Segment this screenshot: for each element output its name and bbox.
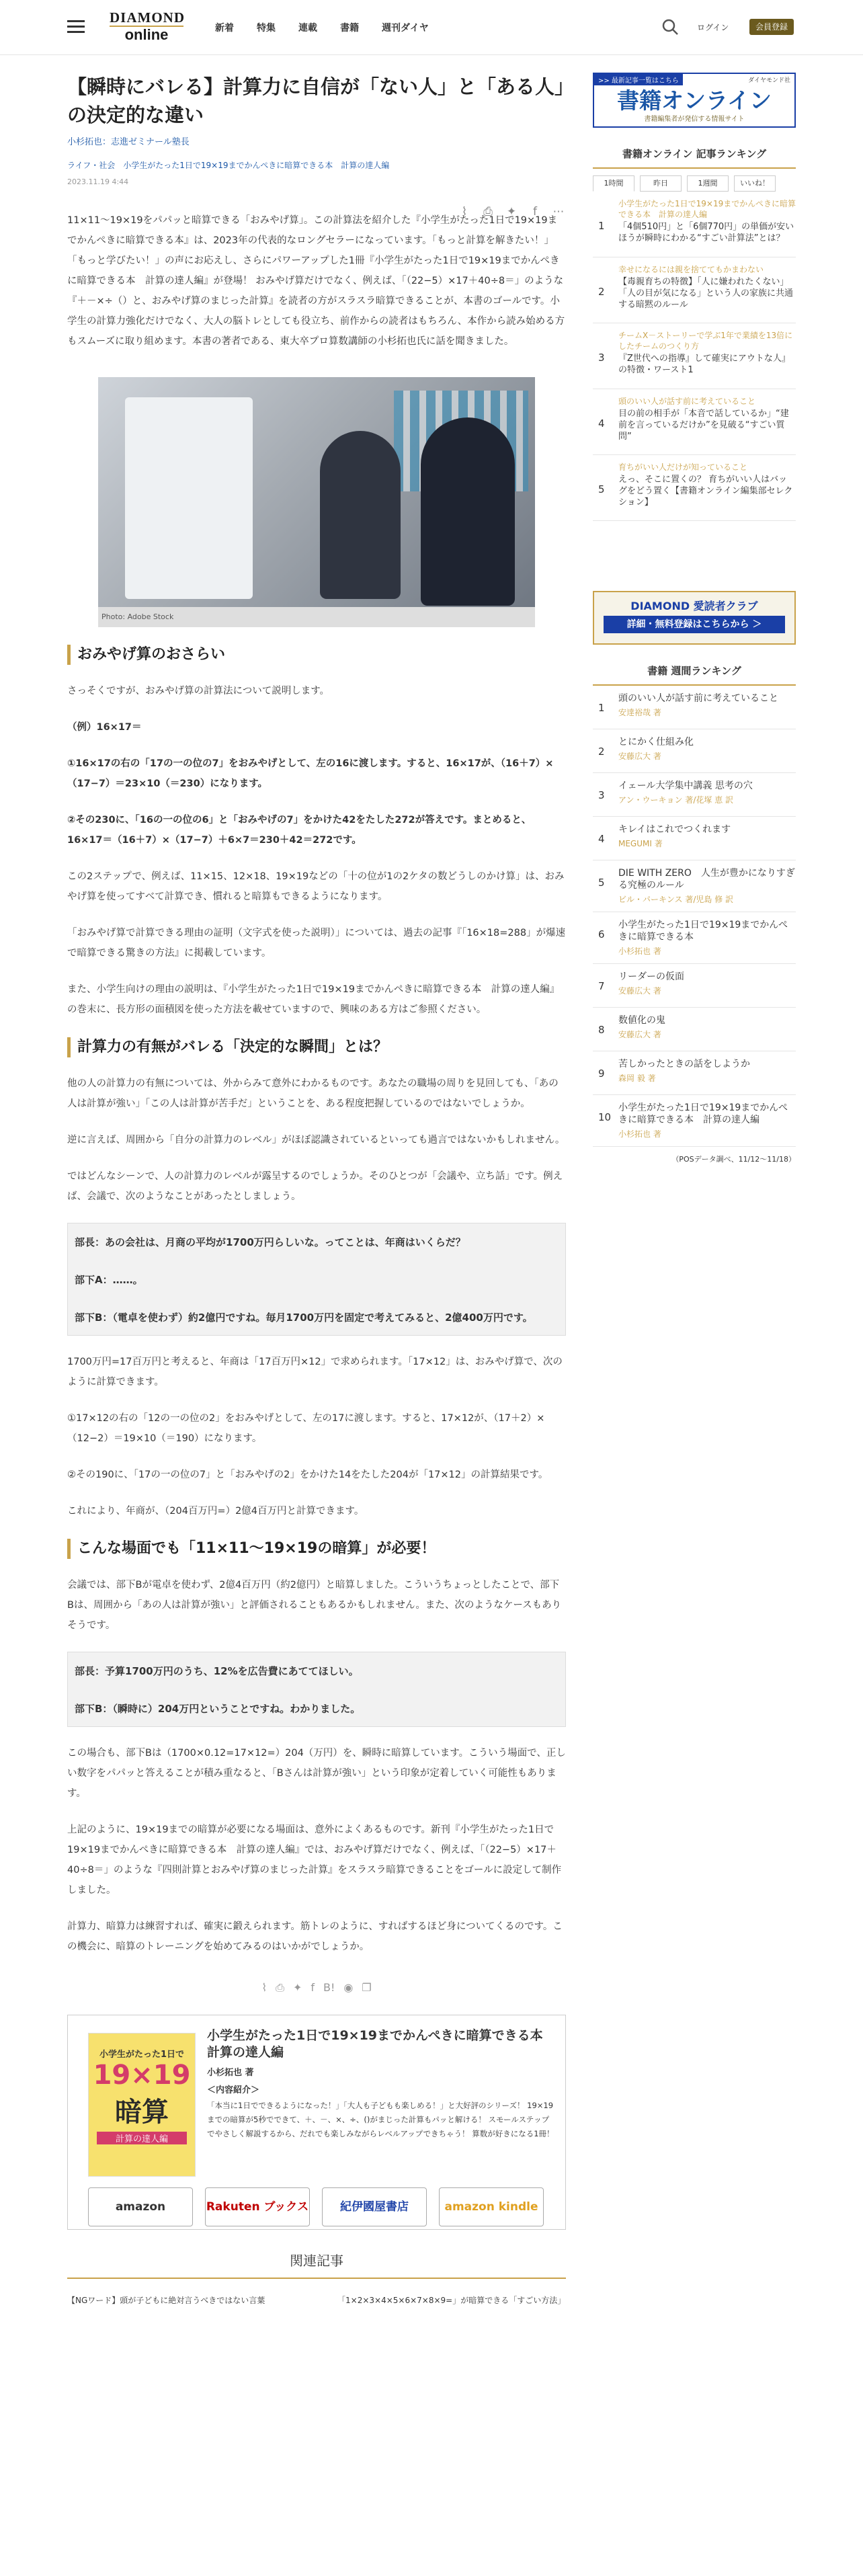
weekly-author: 安藤広大 著 (618, 752, 661, 761)
tab-week[interactable]: 1週間 (687, 175, 729, 192)
book-description: 「本当に1日でできるようになった！」「大人も子どもも楽しめる！」と大好評のシリーズ！ 19×19までの暗算が5秒でできて、＋、－、×、÷、()がまじった計算もパッと解ける！ スモールステップでやさしく解説するから、だれでも楽しみながらレベルアップできちゃう！ 算数が好きになる1冊！ (207, 2101, 554, 2138)
weekly-author: ビル・パーキンス 著/児島 修 訳 (618, 895, 734, 904)
lead-paragraph: 11×11～19×19をパパッと暗算できる「おみやげ算」。この計算法を紹介した『小学生がたった1日で19×19までかんぺきに暗算できる本』は、2023年の代表的なロングセラーになっています。「もっと計算を解きたい！」「もっと学びたい！」の声にお応えし、さらにパワーアップした1冊『小学生がたった1日で19×19までかんぺきに暗算できる本 計算の達人編』が登場！ おみやげ算だけでなく、例えば、「（22−5）×17＋40÷8＝」のような『＋－×÷（）と、おみやげ算のまじった計算』を読者の方がスラスラ暗算できることが、本書のゴールです。小学生の計算力強化だけでなく、大人の脳トレとしても役立ち、前作からの読者はもちろん、本作から読み始める方もスムーズに取り組めます。本書の著者である、東大卒プロ算数講師の小杉拓也氏に話を聞きました。 (67, 215, 565, 347)
book-cover[interactable] (88, 2033, 196, 2177)
dialogue-line: 部下A：……。 (75, 1274, 143, 1286)
weekly-item[interactable] (593, 1095, 796, 1147)
weekly-title: とにかく仕組み化 (618, 737, 694, 748)
clip-icon[interactable]: ⌇ (261, 1981, 268, 1994)
twitter-icon[interactable]: ✦ (506, 205, 517, 218)
weekly-item[interactable] (593, 729, 796, 773)
menu-icon[interactable] (67, 20, 85, 34)
ranking-item[interactable] (593, 455, 796, 521)
rank-number: 5 (598, 483, 605, 495)
nav-feature[interactable]: 特集 (257, 23, 276, 34)
logo-bottom: online (124, 26, 169, 43)
weekly-item[interactable] (593, 1008, 796, 1051)
search-icon[interactable] (661, 17, 680, 36)
weekly-title: 数値化の鬼 (618, 1015, 665, 1026)
dialogue-line: 部長：あの会社は、月商の平均が1700万円らしいな。ってことは、年商はいくらだ？ (75, 1236, 466, 1248)
section-heading-c: こんな場面でも「11×11～19×19の暗算」が必要！ (67, 1539, 566, 1559)
banner-title: 書籍オンライン (616, 87, 772, 114)
article-photo (98, 377, 535, 627)
book-intro-label: ＜内容紹介＞ (207, 2085, 260, 2095)
weekly-number: 6 (598, 928, 605, 940)
paragraph: 1700万円=17百万円と考えると、年商は「17百万円×12」で求められます。「17×12」は、おみやげ算で、次のように計算できます。 (67, 1357, 563, 1387)
banner-sub: 書籍編集者が発信する情報サイト (644, 116, 745, 123)
weekly-item[interactable] (593, 912, 796, 964)
main-nav (215, 21, 429, 34)
rank-number: 4 (598, 417, 605, 430)
paragraph: また、小学生向けの理由の説明は、『小学生がたった1日で19×19までかんぺきに暗算できる本 計算の達人編』の巻末に、長方形の面積図を使った方法を載せていますので、興味のある方はご参照ください。 (67, 984, 560, 1015)
pos-note: （POSデータ調べ、11/12～11/18） (671, 1155, 796, 1164)
paragraph: ②その190に、「17の一の位の7」と「おみやげの2」をかけた14をたした204が「17×12」の計算結果です。 (67, 1470, 548, 1480)
ranking-item[interactable] (593, 389, 796, 455)
weekly-item[interactable] (593, 817, 796, 860)
facebook-icon[interactable]: f (533, 205, 537, 218)
cover-big: 19×19 (93, 2060, 191, 2091)
nav-new[interactable]: 新着 (215, 23, 234, 34)
dialogue-line: 部下B：（電卓を使わず）約2億円ですね。毎月1700万円を固定で考えてみると、2億400万円です。 (75, 1312, 533, 1324)
rank-series: 頭のいい人が話す前に考えていること (618, 397, 756, 406)
weekly-item[interactable] (593, 860, 796, 912)
cover-top: 小学生がたった1日で (99, 2050, 185, 2060)
book-title[interactable]: 小学生がたった1日で19×19までかんぺきに暗算できる本 計算の達人編 (207, 2028, 556, 2060)
related-list (67, 2295, 566, 2315)
dialogue-line: 部下B：（瞬時に）204万円ということですね。わかりました。 (75, 1703, 361, 1715)
clip-icon[interactable]: ⌇ (461, 205, 468, 218)
facebook-icon[interactable]: f (311, 1981, 315, 1994)
share-bar (67, 1981, 566, 1995)
weekly-list (593, 686, 796, 1147)
section-heading-b: 計算力の有無がバレる「決定的な瞬間」とは？ (67, 1037, 566, 1057)
weekly-author: 小杉拓也 著 (618, 1129, 661, 1139)
section-heading-a: おみやげ算のおさらい (67, 645, 566, 665)
site-logo[interactable] (110, 9, 183, 43)
publish-date: 2023.11.19 4:44 (67, 177, 129, 186)
rank-series: 幸せになるには親を捨ててもかまわない (618, 265, 764, 274)
paragraph: ①17×12の右の「12の一の位の2」をおみやげとして、左の17に渡します。すると、17×12が、（17＋2）×（12−2）＝19×10（＝190）になります。 (67, 1413, 545, 1444)
paragraph: さっそくですが、おみやげ算の計算法について説明します。 (67, 686, 330, 696)
ranking-heading: 書籍オンライン 記事ランキング (593, 147, 796, 169)
books-online-banner[interactable] (593, 73, 796, 128)
related-item[interactable]: 「1×2×3×4×5×6×7×8×9=」が暗算できる「すごい方法」 (337, 2296, 566, 2305)
article-title: 【瞬時にバレる】計算力に自信が「ない人」と「ある人」の決定的な違い (67, 75, 565, 126)
club-title: DIAMOND 愛読者クラブ (630, 600, 758, 612)
dialogue-box (67, 1223, 566, 1336)
sidebar (593, 73, 796, 1164)
ranking-item[interactable] (593, 192, 796, 257)
more-icon[interactable]: ⋯ (552, 205, 565, 218)
club-cta: 詳細・無料登録はこちらから ＞ (604, 616, 785, 633)
paragraph: この場合も、部下Bは（1700×0.12=17×12=）204（万円）を、瞬時に暗算しています。こういう場面で、正しい数字をパパッと答えることが積み重なると、「Bさんは計算が強い」という印象が定着していく可能性もあります。 (67, 1748, 566, 1799)
paragraph: 他の人の計算力の有無については、外からみて意外にわかるものです。あなたの職場の周りを見回しても、「あの人は計算が強い」「この人は計算が苦手だ」ということを、ある程度把握しているのではないでしょうか。 (67, 1078, 559, 1109)
rank-series: 小学生がたった1日で19×19までかんぺきに暗算できる本 計算の達人編 (618, 199, 796, 219)
site-header (0, 0, 863, 55)
weekly-author: 安藤広大 著 (618, 986, 661, 996)
weekly-number: 9 (598, 1068, 605, 1080)
weekly-number: 8 (598, 1024, 605, 1036)
tab-yesterday[interactable]: 昨日 (640, 175, 682, 192)
weekly-number: 7 (598, 980, 605, 992)
club-banner[interactable] (593, 591, 796, 645)
twitter-icon[interactable]: ✦ (292, 1981, 302, 1994)
related-item[interactable]: 【NGワード】頭が子どもに絶対言うべきではない言葉 (67, 2296, 265, 2305)
weekly-author: 安藤広大 著 (618, 1030, 661, 1039)
paragraph: 「おみやげ算で計算できる理由の証明（文字式を使った説明）」については、過去の記事『「16×18=288」が爆速で暗算できる驚きの方法』に掲載しています。 (67, 928, 566, 959)
paragraph: 会議では、部下Bが電卓を使わず、2億4百万円（約2億円）と暗算しました。こういうちょっとしたことで、部下Bは、周囲から「あの人は計算が強い」と評価されることもあるかもしれません。また、次のようなケースもありそうです。 (67, 1580, 562, 1631)
logo-top: DIAMOND (110, 9, 185, 26)
weekly-item[interactable] (593, 1051, 796, 1095)
paragraph: （例）16×17＝ (67, 722, 142, 733)
ranking-item[interactable] (593, 323, 796, 389)
paragraph: ②その230に、「16の一の位の6」と「おみやげの7」をかけた42をたした272が答えです。まとめると、16×17＝（16＋7）×（17−7）＋6×7＝230＋42＝272です。 (67, 815, 532, 846)
weekly-author: アン・ウーキョン 著/花塚 恵 訳 (618, 795, 734, 805)
article (67, 73, 566, 2315)
weekly-item[interactable] (593, 686, 796, 729)
paragraph: この2ステップで、例えば、11×15、12×18、19×19などの「十の位が1の2ケタの数どうしのかけ算」は、おみやげ算を使ってすべて計算でき、慣れると暗算もできるようになります。 (67, 871, 565, 902)
weekly-author: 小杉拓也 著 (618, 947, 661, 956)
breadcrumb[interactable]: ライフ・社会 小学生がたった1日で19×19までかんぺきに暗算できる本 計算の達人編 (67, 161, 390, 170)
rank-title: 『Z世代への指導』して確実にアウトな人』の特徴・ワースト1 (618, 354, 790, 375)
tab-hour[interactable]: 1時間 (593, 175, 634, 192)
cover-main: 暗算 (115, 2097, 169, 2128)
weekly-title: 小学生がたった1日で19×19までかんぺきに暗算できる本 (618, 920, 788, 942)
rank-title: 目の前の相手が「本音で話しているか」“建前を言っているだけか”を見破る“すごい質問” (618, 409, 789, 442)
print-icon[interactable]: ⎙ (483, 205, 493, 218)
shop-links (88, 2187, 544, 2226)
line-icon[interactable]: ◉ (343, 1981, 354, 1994)
book-card (67, 2015, 566, 2230)
weekly-title: イェール大学集中講義 思考の穴 (618, 780, 753, 791)
weekly-number: 3 (598, 789, 605, 801)
banner-tag: >> 最新記事一覧はこちら (594, 74, 683, 85)
rank-number: 3 (598, 352, 605, 364)
paragraph: ①16×17の右の「17の一の位の7」をおみやげとして、左の16に渡します。すると、16×17が、（16＋7）×（17−7）＝23×10（＝230）になります。 (67, 758, 554, 789)
weekly-title: リーダーの仮面 (618, 971, 684, 982)
kinokuniya-button[interactable]: 紀伊國屋書店 (322, 2187, 427, 2226)
paragraph: 上記のように、19×19までの暗算が必要になる場面は、意外によくあるものです。新刊『小学生がたった1日で19×19までかんぺきに暗算できる本 計算の達人編』では、おみやげ算だけでなく、例えば、「（22−5）×17＋40÷8＝」のような『四則計算とおみやげ算のまじった計算』をスラスラ暗算できることをゴールに設定して制作しました。 (67, 1824, 562, 1896)
kindle-button[interactable]: amazon kindle (439, 2187, 544, 2226)
weekly-number: 5 (598, 877, 605, 889)
photo-woman (320, 431, 401, 599)
weekly-title: DIE WITH ZERO 人生が豊かになりすぎる究極のルール (618, 868, 795, 891)
photo-credit: Photo: Adobe Stock (98, 607, 535, 627)
rank-number: 2 (598, 286, 605, 298)
related-heading: 関連記事 (67, 2250, 566, 2279)
rakuten-button[interactable]: Rakuten ブックス (205, 2187, 310, 2226)
weekly-author: 安達裕哉 著 (618, 708, 661, 717)
weekly-author: 森岡 毅 著 (618, 1074, 656, 1083)
paragraph: ではどんなシーンで、人の計算力のレベルが露呈するのでしょうか。そのひとつが「会議や、立ち話」です。例えば、会議で、次のようなことがあったとしましょう。 (67, 1171, 563, 1202)
photo-monitor (125, 397, 253, 599)
nav-books[interactable]: 書籍 (340, 23, 359, 34)
weekly-title: 苦しかったときの話をしようか (618, 1059, 750, 1070)
weekly-number: 10 (598, 1111, 612, 1123)
tab-likes[interactable]: いいね！ (734, 175, 776, 192)
weekly-number: 2 (598, 746, 605, 758)
photo-man (421, 417, 515, 606)
rank-series: 育ちがいい人だけが知っていること (618, 462, 748, 472)
article-tools (457, 204, 566, 219)
weekly-item[interactable] (593, 773, 796, 817)
weekly-item[interactable] (593, 964, 796, 1008)
ranking-item[interactable] (593, 257, 796, 323)
article-author[interactable]: 小杉拓也：志進ゼミナール塾長 (67, 137, 190, 147)
dialogue-box (67, 1652, 566, 1727)
dialogue-line: 部長：予算1700万円のうち、12%を広告費にあててほしい。 (75, 1665, 359, 1677)
ranking-tabs (593, 175, 796, 192)
weekly-title: 小学生がたった1日で19×19までかんぺきに暗算できる本 計算の達人編 (618, 1102, 788, 1125)
paragraph: 計算力、暗算力は練習すれば、確実に鍛えられます。筋トレのように、すればするほど身についてくるのです。この機会に、暗算のトレーニングを始めてみるのはいかがでしょうか。 (67, 1921, 563, 1952)
cover-sub: 計算の達人編 (97, 2132, 187, 2144)
ranking-list (593, 192, 796, 521)
weekly-title: キレイはこれでつくれます (618, 824, 731, 835)
amazon-button[interactable]: amazon (88, 2187, 193, 2226)
print-icon[interactable]: ⎙ (276, 1981, 284, 1994)
hatena-icon[interactable]: B! (323, 1981, 335, 1994)
copy-icon[interactable]: ❐ (362, 1981, 372, 1994)
register-button[interactable]: 会員登録 (749, 19, 794, 35)
weekly-number: 1 (598, 702, 605, 714)
rank-title: 【毒親育ちの特徴】「人に嫌われたくない」「人の目が気になる」という人の家族に共通する暗黙のルール (618, 277, 794, 310)
nav-series[interactable]: 連載 (298, 23, 317, 34)
rank-series: チームX－ストーリーで学ぶ1年で業績を13倍にしたチームのつくり方 (618, 331, 793, 351)
book-author: 小杉拓也 著 (207, 2068, 254, 2078)
weekly-author: MEGUMI 著 (618, 839, 663, 848)
weekly-heading: 書籍 週間ランキング (593, 663, 796, 686)
rank-title: えっ、そこに置くの？ 育ちがいい人はバッグをどう置く【書籍オンライン編集部セレクション】 (618, 475, 793, 508)
weekly-number: 4 (598, 833, 605, 845)
weekly-title: 頭のいい人が話す前に考えていること (618, 693, 778, 704)
login-link[interactable]: ログイン (697, 23, 729, 32)
banner-brand: ダイヤモンド社 (748, 77, 790, 84)
rank-number: 1 (598, 220, 605, 232)
rank-title: 「4個510円」と「6個770円」の単価が安いほうが瞬時にわかる“すごい計算法”とは？ (618, 222, 794, 243)
paragraph: これにより、年商が、（204百万円=）2億4百万円と計算できます。 (67, 1506, 364, 1517)
paragraph: 逆に言えば、周囲から「自分の計算力のレベル」がほぼ認識されているといっても過言ではないかもしれません。 (67, 1135, 565, 1145)
nav-weekly[interactable]: 週刊ダイヤ (382, 23, 429, 34)
